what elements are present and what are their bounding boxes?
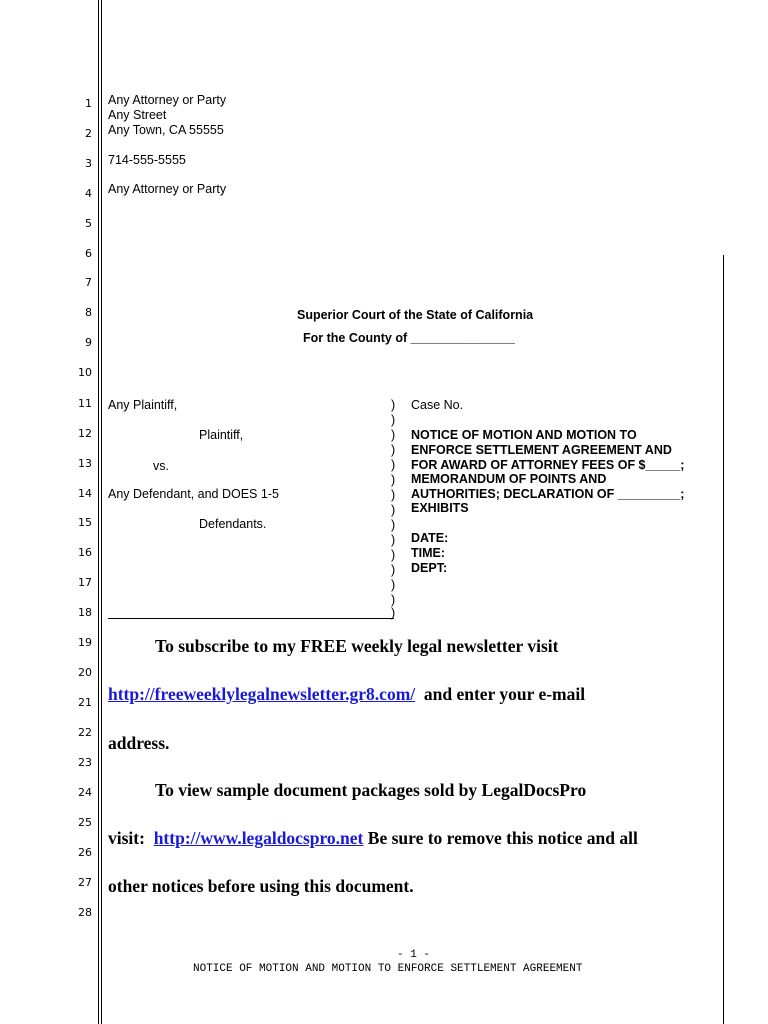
document-title-line: NOTICE OF MOTION AND MOTION TO	[411, 428, 637, 442]
caption-paren: )	[391, 443, 396, 457]
attorney-name: Any Attorney or Party	[108, 93, 227, 107]
line-number: 1	[85, 97, 92, 110]
court-county: For the County of _______________	[303, 331, 515, 345]
line-number: 24	[78, 786, 92, 799]
hearing-date: DATE:	[411, 531, 449, 545]
line-number: 16	[78, 546, 92, 559]
line-number: 25	[78, 816, 92, 829]
line-number: 27	[78, 876, 92, 889]
line-number: 5	[85, 217, 92, 230]
caption-paren: )	[391, 563, 396, 577]
line-number: 15	[78, 516, 92, 529]
visit-label: visit:	[108, 828, 145, 848]
attorney-city: Any Town, CA 55555	[108, 123, 224, 137]
line-number: 7	[85, 276, 92, 289]
defendant-role: Defendants.	[199, 517, 267, 531]
plaintiff-role: Plaintiff,	[199, 428, 244, 442]
notice-address-line: address.	[108, 733, 170, 753]
document-title-line: FOR AWARD OF ATTORNEY FEES OF $_____;	[411, 458, 685, 472]
caption-paren: )	[391, 518, 396, 532]
line-number: 19	[78, 636, 92, 649]
line-number: 8	[85, 306, 92, 319]
line-number: 4	[85, 187, 92, 200]
notice-sample-line: To view sample document packages sold by LegalDocsPro	[155, 780, 587, 800]
line-number: 6	[85, 247, 92, 260]
document-title-line: ENFORCE SETTLEMENT AGREEMENT AND	[411, 443, 672, 457]
line-number: 28	[78, 906, 92, 919]
document-title-line: MEMORANDUM OF POINTS AND	[411, 472, 607, 486]
legaldocspro-link[interactable]: http://www.legaldocspro.net	[153, 828, 364, 848]
attorney-for: Any Attorney or Party	[108, 182, 227, 196]
line-number: 18	[78, 606, 92, 619]
left-margin-rule-inner	[101, 0, 102, 1024]
caption-paren: )	[391, 548, 396, 562]
line-number: 17	[78, 576, 92, 589]
document-title-line: EXHIBITS	[411, 501, 469, 515]
line-number: 13	[78, 457, 92, 470]
caption-paren: )	[391, 578, 396, 592]
visit-spacer	[145, 828, 154, 848]
notice-subscribe-line: To subscribe to my FREE weekly legal newsletter visit	[155, 636, 559, 656]
line-number: 14	[78, 487, 92, 500]
notice-link-line	[108, 684, 585, 705]
notice-final-line: other notices before using this document.	[108, 876, 414, 896]
caption-paren: )	[391, 606, 396, 620]
attorney-street: Any Street	[108, 108, 167, 122]
line-number: 22	[78, 726, 92, 739]
caption-paren: )	[391, 503, 396, 517]
line-number: 2	[85, 127, 92, 140]
line-number: 20	[78, 666, 92, 679]
line-number: 10	[78, 366, 92, 379]
footer-title: NOTICE OF MOTION AND MOTION TO ENFORCE SETTLEMENT AGREEMENT	[193, 963, 583, 975]
left-margin-rule-outer	[98, 0, 99, 1024]
document-title-line: AUTHORITIES; DECLARATION OF _________;	[411, 487, 685, 501]
line-number: 21	[78, 696, 92, 709]
line-number: 9	[85, 336, 92, 349]
caption-paren: )	[391, 458, 396, 472]
defendant-name: Any Defendant, and DOES 1-5	[108, 487, 279, 501]
line-number: 23	[78, 756, 92, 769]
caption-paren: )	[391, 488, 396, 502]
line-number: 11	[78, 397, 92, 410]
page-number: - 1 -	[397, 949, 431, 961]
caption-paren: )	[391, 473, 396, 487]
newsletter-link[interactable]: http://freeweeklylegalnewsletter.gr8.com/	[108, 684, 416, 704]
line-number: 26	[78, 846, 92, 859]
notice-visit-line	[108, 828, 638, 849]
notice-remove-text: Be sure to remove this notice and all	[367, 828, 638, 848]
caption-paren: )	[391, 593, 396, 607]
case-number: Case No.	[411, 398, 464, 412]
court-name: Superior Court of the State of California	[297, 308, 534, 322]
plaintiff-name: Any Plaintiff,	[108, 398, 178, 412]
caption-paren: )	[391, 413, 396, 427]
caption-paren: )	[391, 428, 396, 442]
hearing-time: TIME:	[411, 546, 446, 560]
line-number: 3	[85, 157, 92, 170]
caption-paren: )	[391, 533, 396, 547]
caption-paren: )	[391, 398, 396, 412]
caption-underline	[108, 618, 394, 619]
line-number: 12	[78, 427, 92, 440]
versus: vs.	[153, 459, 169, 473]
notice-email-text: and enter your e-mail	[423, 684, 586, 704]
link-spacer	[415, 684, 424, 704]
right-margin-rule	[723, 255, 724, 1024]
hearing-dept: DEPT:	[411, 561, 448, 575]
attorney-phone: 714-555-5555	[108, 153, 186, 167]
